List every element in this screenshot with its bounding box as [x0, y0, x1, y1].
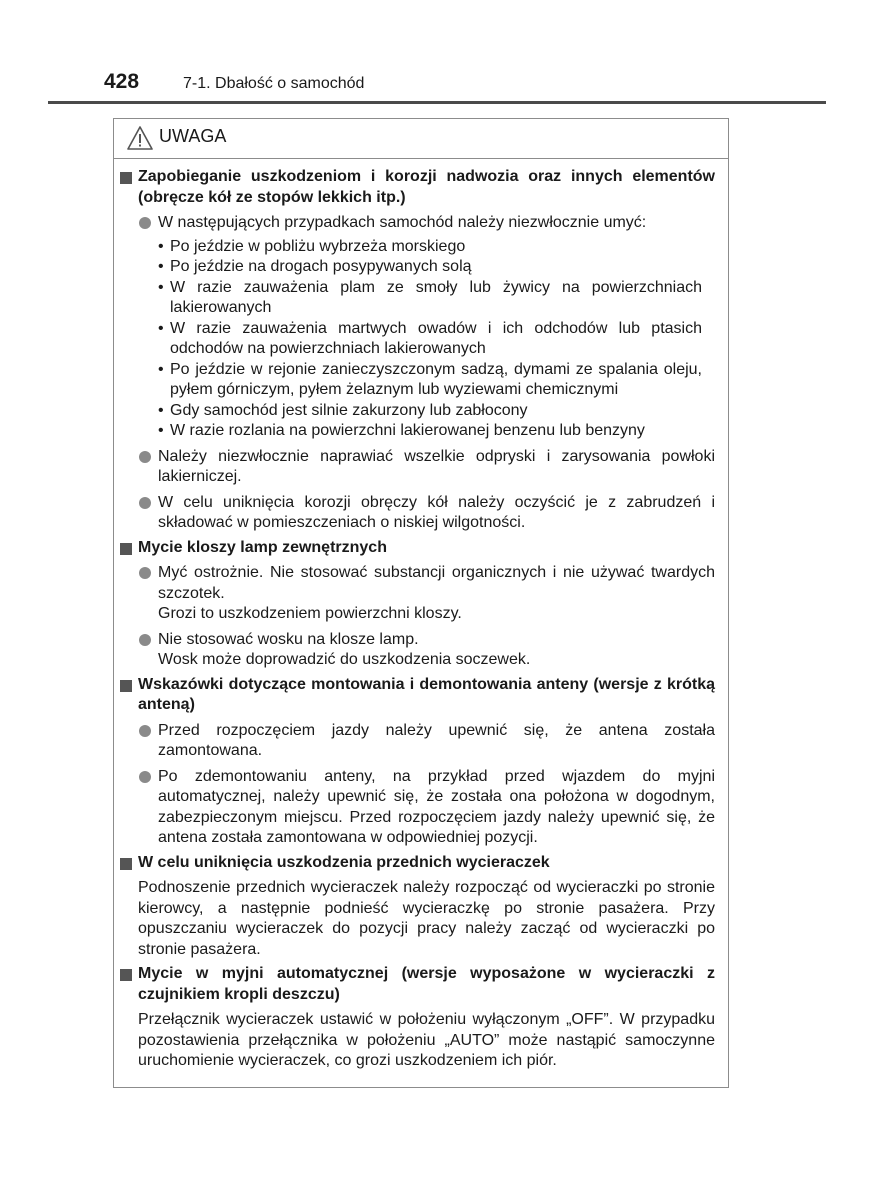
sub-list-item: • Gdy samochód jest silnie zakurzony lub zabłocony: [158, 401, 528, 419]
circle-bullet-icon: [139, 217, 151, 229]
circle-bullet-icon: [139, 451, 151, 463]
circle-bullet-icon: [139, 634, 151, 646]
square-bullet-icon: [120, 543, 132, 555]
section-title: Mycie kloszy lamp zewnętrznych: [114, 538, 728, 559]
section-body-protection: [114, 167, 728, 534]
list-item: Przed rozpoczęciem jazdy należy upewnić się, że antena została zamontowana.: [114, 721, 728, 762]
warning-header: [114, 119, 728, 159]
section-lamp-covers: [114, 538, 728, 671]
warning-title: UWAGA: [159, 126, 227, 146]
list-item: W celu uniknięcia korozji obręczy kół należy oczyścić je z zabrudzeń i składować w pomieszczeniach o niskiej wilgotności.: [114, 493, 728, 534]
paragraph: Przełącznik wycieraczek ustawić w położeniu wyłączonym „OFF”. W przypadku pozostawienia przełącznika w położeniu „AUTO” może nastąpić samoczynne uruchomienie wycieraczek, co grozi uszkodzeniem ich piór.: [138, 1011, 715, 1069]
warning-content: [114, 163, 728, 1072]
list-item: Po zdemontowaniu anteny, na przykład przed wjazdem do myjni automatycznej, należy upewnić się, że została ona położona w dogodnym, zabezpieczonym miejscu. Przed rozpoczęciem jazdy należy upewnić się, że antena została zamontowana w odpowiedniej pozycji.: [114, 767, 728, 849]
section-title: W celu uniknięcia uszkodzenia przednich wycieraczek: [114, 853, 728, 874]
circle-bullet-icon: [139, 567, 151, 579]
paragraph: Podnoszenie przednich wycieraczek należy rozpocząć od wycieraczki po stronie kierowcy, a następnie podnieść wycieraczkę po stronie pasażera. Przy opuszczaniu wycieraczek do pozycji pracy należy zacząć od wycieraczki po stronie pasażera.: [138, 879, 715, 958]
warning-box: [113, 118, 729, 1088]
section-front-wipers: [114, 853, 728, 961]
section-title: Wskazówki dotyczące montowania i demontowania anteny (wersje z krótką anteną): [114, 675, 728, 716]
sub-list-item: • Po jeździe na drogach posypywanych solą: [158, 258, 472, 275]
list-item: Należy niezwłocznie naprawiać wszelkie odpryski i zarysowania powłoki lakierniczej.: [114, 447, 728, 488]
section-antenna: [114, 675, 728, 849]
sub-list-item: • W razie rozlania na powierzchni lakierowanej benzenu lub benzyny: [158, 422, 645, 439]
sub-list-item: • Po jeździe w pobliżu wybrzeża morskiego: [158, 237, 466, 255]
circle-bullet-icon: [139, 771, 151, 783]
list-item: W następujących przypadkach samochód należy niezwłocznie umyć: • Po jeździe w pobliżu wybrzeża morskiego • Po jeździe na drogach posypywanych solą • W razie zauważenia plam ze smoły lub żywicy na powierzchniach lakierowanych • W razie zauważenia martwych owadów i ich odchodów lub ptasich odchodów na powierzchniach lakierowanych • Po jeździe w rejonie zanieczyszczonym sadzą, dymami ze spalania oleju, pyłem górniczym, pyłem żelaznym lub wyziewami chemicznymi • Gdy samochód jest silnie zakurzony lub zabłocony • W razie rozlania na powierzchni lakierowanej benzenu lub benzyny: [114, 213, 728, 442]
list-item: Nie stosować wosku na klosze lamp. Wosk może doprowadzić do uszkodzenia soczewek.: [114, 630, 728, 671]
page-number: 428: [104, 70, 140, 93]
sub-list-item: • Po jeździe w rejonie zanieczyszczonym sadzą, dymami ze spalania oleju, pyłem górniczym, pyłem żelaznym lub wyziewami chemicznymi: [158, 360, 702, 398]
circle-bullet-icon: [139, 497, 151, 509]
circle-bullet-icon: [139, 725, 151, 737]
sub-list: [114, 237, 715, 442]
section-car-wash: [114, 964, 728, 1072]
square-bullet-icon: [120, 858, 132, 870]
section-title: Zapobieganie uszkodzeniom i korozji nadwozia oraz innych elementów (obręcze kół ze stopów lekkich itp.): [114, 167, 728, 208]
sub-list-item: • W razie zauważenia plam ze smoły lub żywicy na powierzchniach lakierowanych: [158, 278, 702, 316]
warning-triangle-icon: [126, 125, 154, 151]
sub-list-item: • W razie zauważenia martwych owadów i ich odchodów lub ptasich odchodów na powierzchniach lakierowanych: [158, 319, 702, 357]
square-bullet-icon: [120, 680, 132, 692]
square-bullet-icon: [120, 172, 132, 184]
chapter-title: 7-1. Dbałość o samochód: [183, 75, 365, 92]
square-bullet-icon: [120, 969, 132, 981]
header-rule: [48, 101, 826, 104]
section-title: Mycie w myjni automatycznej (wersje wyposażone w wycieraczki z czujnikiem kropli deszczu): [114, 964, 728, 1005]
list-item: Myć ostrożnie. Nie stosować substancji organicznych i nie używać twardych szczotek. Grozi to uszkodzeniem powierzchni kloszy.: [114, 563, 728, 625]
